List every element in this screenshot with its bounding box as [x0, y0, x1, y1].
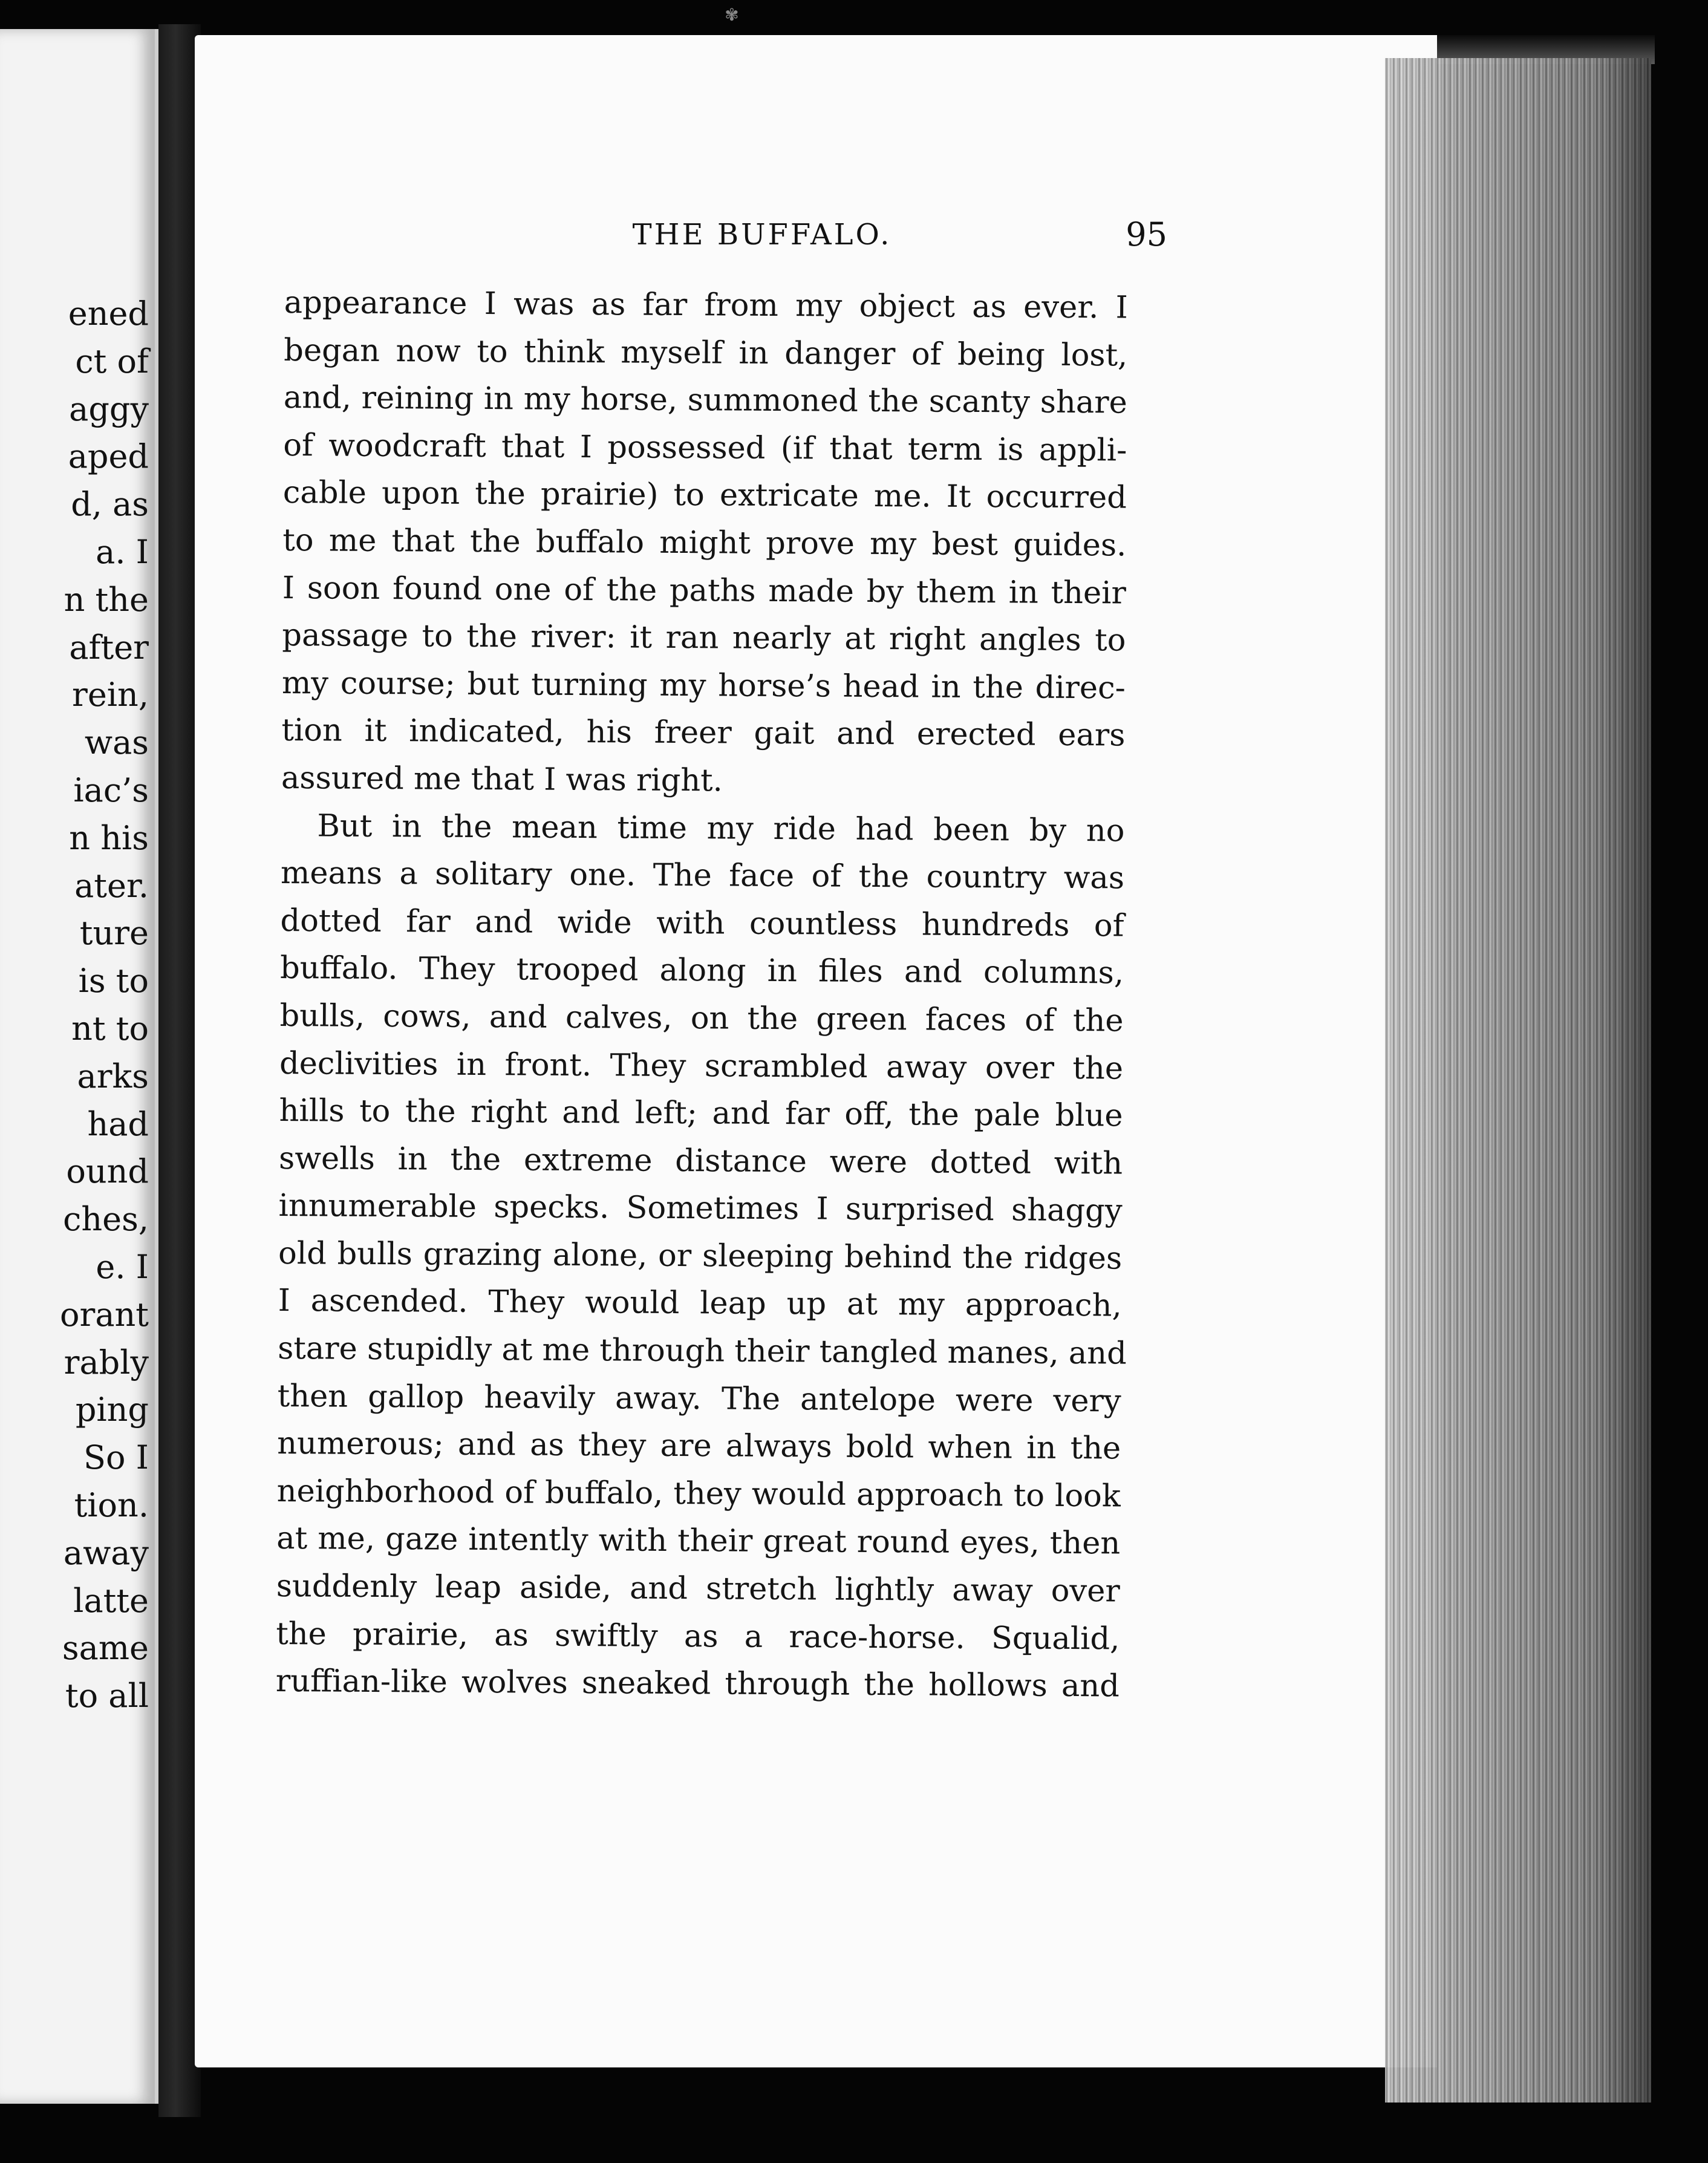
text-line: passage to the river: it ran nearly at right angles to: [282, 618, 1126, 659]
text-line: ruffian-like wolves sneaked through the hollows and: [275, 1663, 1120, 1705]
text-line: hills to the right and left; and far off, the pale blue: [279, 1093, 1123, 1134]
previous-page-text: [0, 290, 149, 1720]
text-line: appearance I was as far from my object as ever. I: [284, 284, 1128, 326]
previous-page-line: So I: [83, 1438, 149, 1477]
page-edges-shade: [1385, 58, 1651, 2103]
previous-page-line: had: [87, 1104, 149, 1143]
running-head: THE BUFFALO.: [632, 218, 892, 252]
previous-page-line: rably: [64, 1343, 149, 1382]
text-line: at me, gaze intently with their great round eyes, then: [276, 1521, 1121, 1562]
previous-page-line: aped: [68, 437, 149, 476]
text-line: the prairie, as swiftly as a race-horse. Squalid,: [276, 1616, 1120, 1657]
previous-page-line: ound: [66, 1152, 149, 1191]
text-line: then gallop heavily away. The antelope were very: [277, 1378, 1121, 1420]
text-line: tion it indicated, his freer gait and erected ears: [281, 713, 1126, 754]
previous-page-line: d, as: [71, 485, 149, 524]
top-ornament-icon: ✾: [725, 5, 739, 25]
text-line: and, reining in my horse, summoned the scanty share: [283, 380, 1127, 421]
previous-page-line: tion.: [74, 1486, 149, 1524]
previous-page-line: n his: [69, 818, 149, 857]
previous-page-line: is to: [78, 962, 149, 1000]
previous-page-line: away: [63, 1533, 149, 1572]
previous-page-line: latte: [73, 1581, 149, 1620]
text-line: stare stupidly at me through their tangled manes, and: [278, 1331, 1127, 1372]
previous-page-line: was: [84, 723, 149, 762]
previous-page-line: aggy: [69, 390, 149, 428]
previous-page-line: ater.: [74, 866, 149, 905]
previous-page-line: ened: [68, 295, 149, 333]
previous-page-line: after: [69, 628, 149, 667]
text-line: numerous; and as they are always bold when in the: [277, 1426, 1121, 1467]
previous-page-line: ture: [79, 914, 149, 953]
previous-page-line: ping: [75, 1391, 149, 1429]
text-line: old bulls grazing alone, or sleeping behind the ridges: [278, 1235, 1123, 1277]
text-line: to me that the buffalo might prove my best guides.: [282, 522, 1127, 564]
previous-page: [0, 29, 158, 2104]
previous-page-line: arks: [77, 1057, 149, 1095]
previous-page-line: e. I: [96, 1247, 149, 1286]
text-line: dotted far and wide with countless hundreds of: [280, 902, 1124, 944]
text-line: my course; but turning my horse’s head in the direc-: [281, 665, 1126, 706]
previous-page-line: iac’s: [73, 771, 149, 809]
text-line: bulls, cows, and calves, on the green faces of the: [279, 997, 1124, 1039]
text-line: cable upon the prairie) to extricate me. It occurred: [282, 475, 1127, 516]
text-line: buffalo. They trooped along in files and columns,: [279, 950, 1124, 991]
text-line: of woodcraft that I possessed (if that term is appli-: [283, 427, 1127, 469]
previous-page-line: ches,: [63, 1200, 149, 1239]
previous-page-line: nt to: [71, 1009, 149, 1048]
previous-page-line: orant: [60, 1295, 149, 1334]
text-line: I ascended. They would leap up at my approach,: [278, 1283, 1122, 1324]
page-number: 95: [1126, 215, 1167, 253]
paragraph-start-line: But in the mean time my ride had been by no: [317, 807, 1125, 849]
text-line: declivities in front. They scrambled away over the: [279, 1045, 1124, 1086]
text-line: I soon found one of the paths made by them in their: [282, 570, 1127, 612]
previous-page-line: to all: [65, 1677, 149, 1715]
previous-page-line: n the: [64, 580, 149, 619]
text-line: suddenly leap aside, and stretch lightly away over: [276, 1568, 1120, 1610]
page-body-text: [276, 279, 1128, 1711]
text-line: means a solitary one. The face of the country was: [280, 855, 1125, 896]
previous-page-line: ct of: [75, 342, 149, 380]
text-line: innumerable specks. Sometimes I surprised shaggy: [278, 1188, 1123, 1229]
text-line: began now to think myself in danger of being lost,: [284, 332, 1128, 374]
text-line: neighborhood of buffalo, they would approach to look: [276, 1473, 1121, 1515]
previous-page-line: same: [62, 1629, 149, 1668]
text-line: swells in the extreme distance were dotted with: [278, 1140, 1123, 1182]
previous-page-line: a. I: [96, 532, 149, 571]
previous-page-line: rein,: [72, 676, 149, 714]
text-line: assured me that I was right.: [281, 760, 723, 799]
